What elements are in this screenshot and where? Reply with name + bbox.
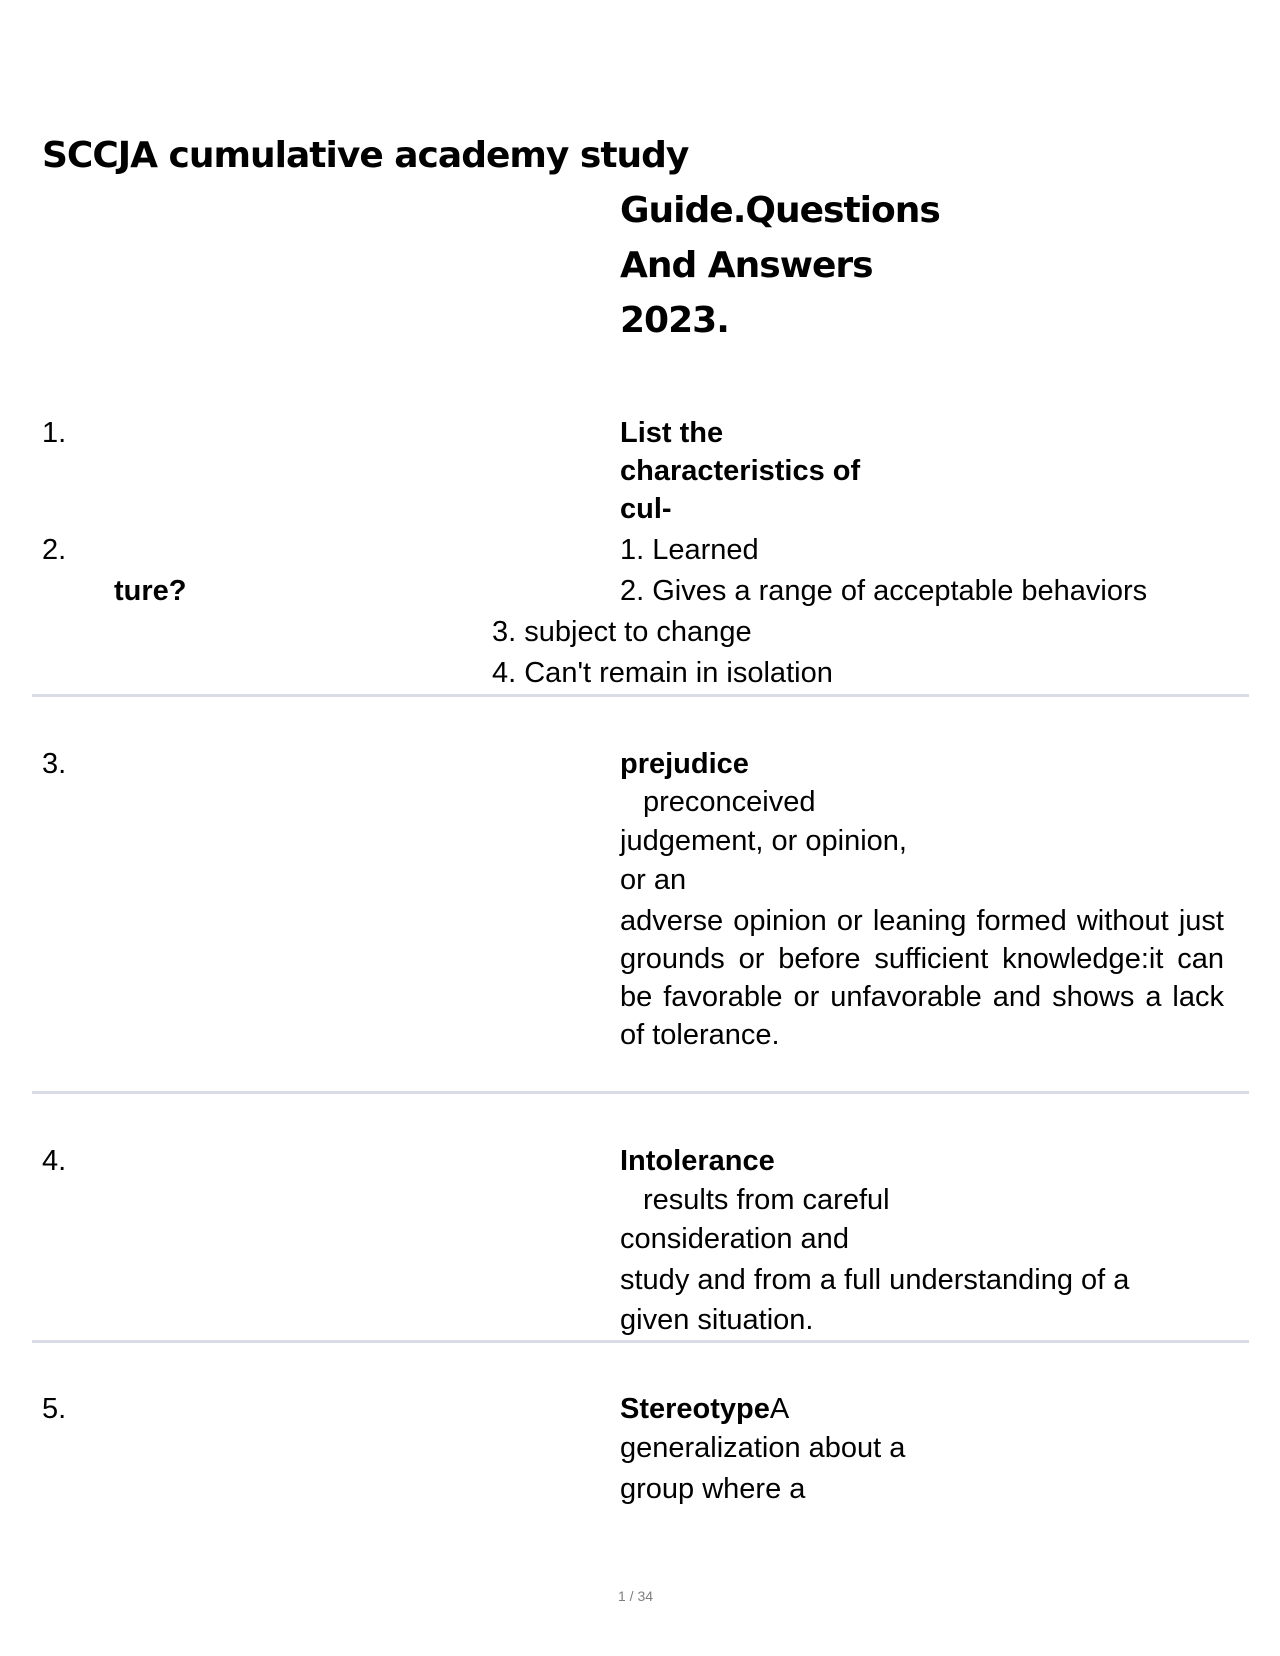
definition-5-line2: group where a — [620, 1473, 806, 1505]
definition-3-paragraph: adverse opinion or leaning formed without just grounds or before sufficient knowledge:it can be favorable or unfavorable and shows a lack of tolerance. — [620, 905, 1224, 1051]
question-1-line3: cul- — [620, 493, 672, 525]
definition-4-line3: study and from a full understanding of a — [620, 1264, 1130, 1296]
document-title-line2: Guide.Questions — [620, 190, 940, 231]
section-divider — [32, 694, 1249, 697]
answer-1-item1: 1. Learned — [620, 534, 759, 566]
item-number-4: 4. — [42, 1145, 67, 1177]
definition-4-line2: consideration and — [620, 1223, 849, 1255]
page-number: 1 / 34 — [618, 1588, 654, 1604]
term-stereotype-line — [620, 1390, 789, 1428]
section-divider — [32, 1340, 1249, 1343]
answer-1-item4: 4. Can't remain in isolation — [492, 657, 833, 689]
item-number-1: 1. — [42, 417, 67, 449]
item-number-3: 3. — [42, 748, 67, 780]
answer-1-item3: 3. subject to change — [492, 616, 752, 648]
question-1-tail: ture? — [114, 575, 187, 607]
document-title-line1: SCCJA cumulative academy study — [42, 135, 689, 176]
document-title-line3: And Answers — [620, 245, 873, 286]
answer-1-item2: 2. Gives a range of acceptable behaviors — [620, 575, 1148, 607]
definition-3-line3: or an — [620, 864, 687, 896]
item-number-2: 2. — [42, 534, 67, 566]
item-number-5: 5. — [42, 1393, 67, 1425]
definition-5-line1: generalization about a — [620, 1432, 906, 1464]
document-title-line4: 2023. — [620, 300, 729, 341]
definition-3-line1: preconceived — [643, 786, 816, 818]
question-1-line1: List the — [620, 417, 724, 449]
section-divider — [32, 1091, 1249, 1094]
definition-4-line4: given situation. — [620, 1304, 814, 1336]
definition-3-line2: judgement, or opinion, — [620, 825, 907, 857]
definition-4-line1: results from careful — [643, 1184, 890, 1216]
question-1-line2: characteristics of — [620, 455, 861, 487]
term-prejudice: prejudice — [620, 748, 749, 780]
definition-5-lead: A — [769, 1393, 790, 1425]
term-stereotype: Stereotype — [620, 1393, 770, 1425]
term-intolerance: Intolerance — [620, 1145, 775, 1177]
